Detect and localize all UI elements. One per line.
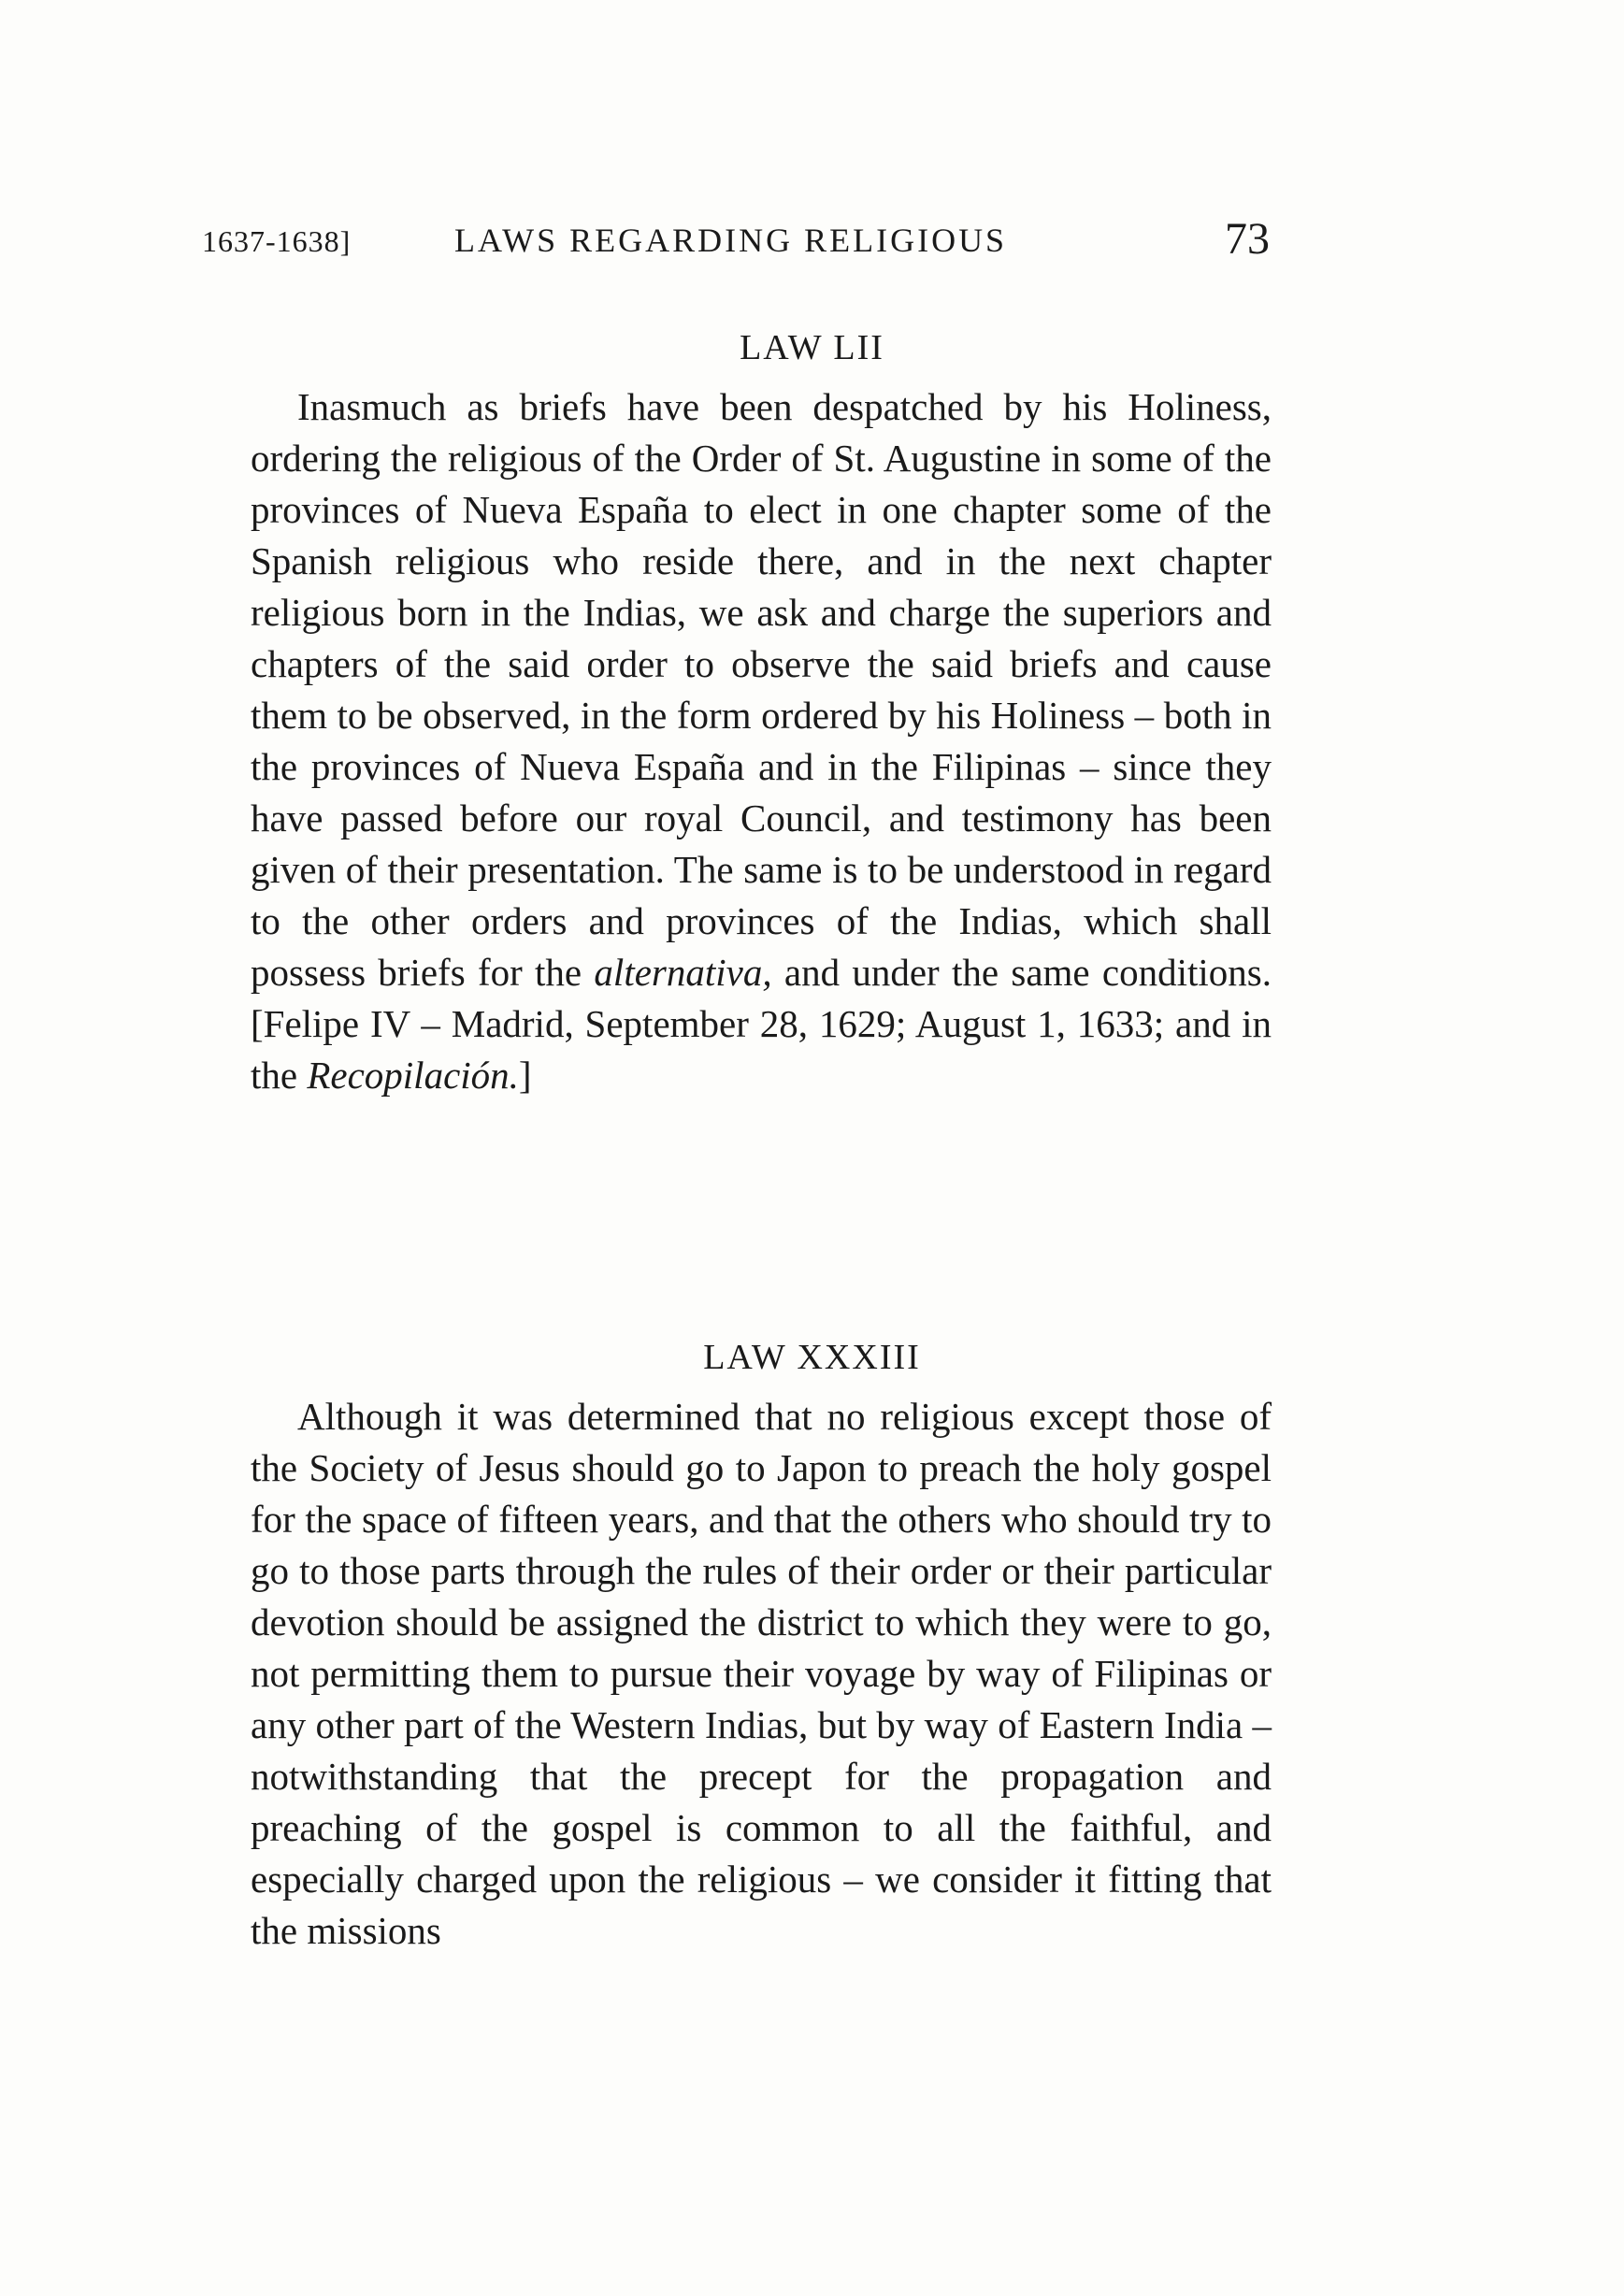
law-lii-body — [251, 381, 1272, 1101]
law-lii-italic-source: Recopilación. — [307, 1054, 519, 1097]
page-number: 73 — [1225, 214, 1270, 264]
law-lii-italic-term: alternativa, — [594, 951, 772, 994]
law-lii-text-a: Inasmuch as briefs have been despatched by his Holiness, ordering the religious of the Order of St. Augustine in some of the provinces of Nueva España to elect in one chapter some of the Spanish religious who reside there, and in the next chapter religious born in the Indias, we ask and charge the superiors and chapters of the said order to observe the said briefs and cause them to be observed, in the form ordered by his Holiness – both in the provinces of Nueva España and in the Filipinas – since they have passed before our royal Council, and testimony has been given of their presentation. The same is to be understood in regard to the other orders and provinces of the Indias, which shall possess briefs for the — [251, 385, 1272, 994]
law-lii-paragraph — [251, 381, 1272, 1101]
law-lii-text-c: ] — [518, 1054, 532, 1097]
law-xxxiii-heading: LAW XXXIII — [703, 1338, 921, 1377]
running-head-years: 1637-1638] — [202, 224, 352, 258]
law-xxxiii-paragraph: Although it was determined that no religious except those of the Society of Jesus should go to Japon to preach the holy gospel for the space of fifteen years, and that the others who should try to go to those parts through the rules of their order or their particular devotion should be assigned the district to which they were to go, not permitting them to pursue their voyage by way of Filipinas or any other part of the Western Indias, but by way of Eastern India – notwithstanding that the precept for the propagation and preaching of the gospel is common to all the faithful, and especially charged upon the religious – we consider it fitting that the missions — [251, 1395, 1272, 1952]
law-xxxiii-body — [251, 1391, 1272, 1957]
law-lii-heading: LAW LII — [740, 328, 884, 367]
running-head-title: LAWS REGARDING RELIGIOUS — [454, 222, 1008, 259]
running-head — [202, 213, 1270, 269]
law-lii-text-b: and under the same conditions. [Felipe IV – Madrid, September 28, 1629; August 1, 1633; and in the — [251, 951, 1272, 1097]
